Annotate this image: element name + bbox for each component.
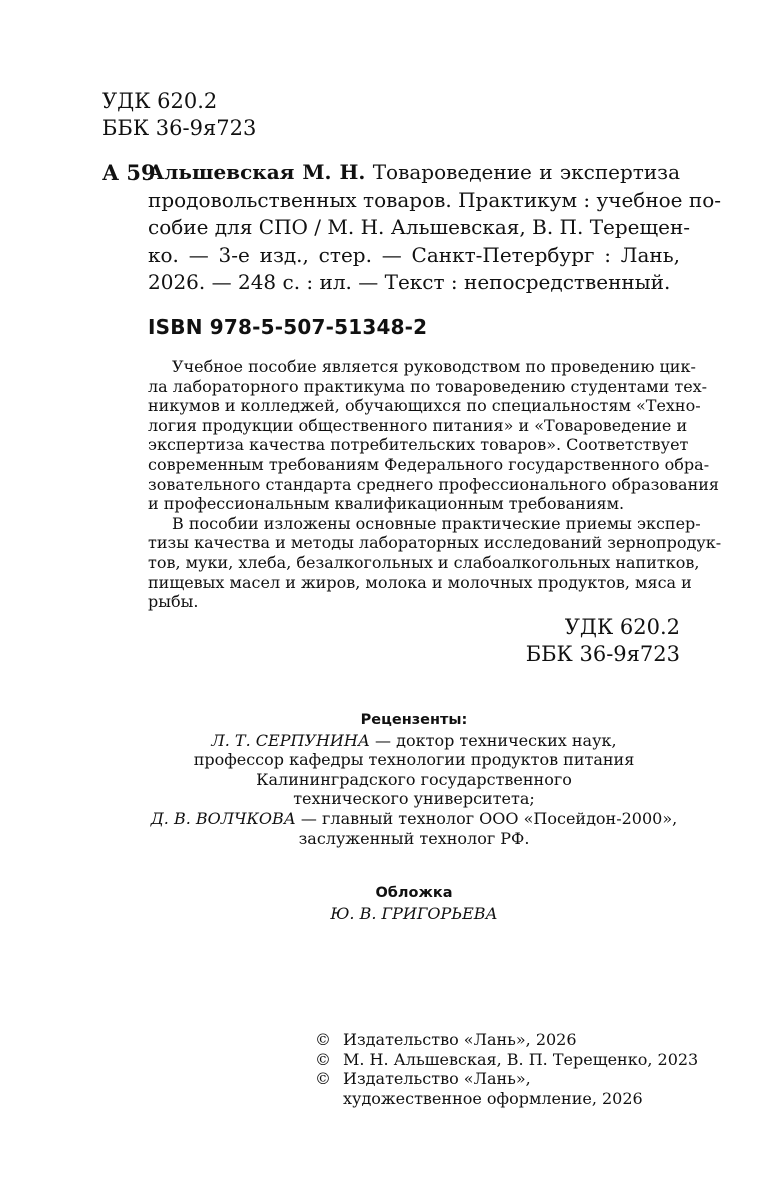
reviewer-1-line2: профессор кафедры технологии продуктов питания	[193, 750, 635, 770]
copyrights	[315, 1030, 698, 1108]
bib-line-3: собие для СПО / М. Н. Альшевская, В. П. Терещен-	[148, 215, 691, 239]
copyright-text: М. Н. Альшевская, В. П. Терещенко, 2023	[343, 1049, 699, 1069]
annotation-line: В пособии изложены основные практические приемы экспер-	[172, 513, 701, 533]
cover-credit	[148, 884, 680, 923]
cover-designer: Ю. В. ГРИГОРЬЕВА	[330, 903, 498, 923]
reviewers-heading: Рецензенты:	[360, 712, 468, 728]
copyright-row	[315, 1089, 698, 1109]
copyright-row	[315, 1050, 698, 1070]
annotation-line: тизы качества и методы лабораторных исследований зернопродук-	[148, 533, 722, 553]
reviewer-1-line3: Калининградского государственного	[256, 769, 572, 789]
annotation-line: никумов и колледжей, обучающихся по специальностям «Техно-	[148, 396, 701, 416]
author-name: Альшевская М. Н.	[148, 160, 366, 184]
reviewer-2-title: — главный технолог ООО «Посейдон-2000»,	[295, 808, 678, 828]
annotation-line: логия продукции общественного питания» и «Товароведение и	[148, 415, 688, 435]
title-start: Товароведение и экспертиза	[372, 160, 681, 184]
annotation-line: тов, муки, хлеба, безалкогольных и слабоалкогольных напитков,	[148, 552, 700, 572]
bbk-code-bottom: ББК 36-9я723	[525, 642, 680, 666]
annotation-line: и профессиональным квалификационным требованиям.	[148, 494, 625, 514]
reviewer-1-name: Л. Т. СЕРПУНИНА	[211, 730, 370, 750]
annotation-line: зовательного стандарта среднего профессионального образования	[148, 474, 719, 494]
reviewer-2	[148, 809, 680, 829]
bib-line-5: 2026. — 248 с. : ил. — Текст : непосредственный.	[148, 270, 671, 294]
cover-heading: Обложка	[375, 885, 453, 901]
reviewer-1-title: — доктор технических наук,	[369, 730, 617, 750]
reviewer-1-line4: технического университета;	[293, 789, 535, 809]
annotation-line: рыбы.	[148, 592, 199, 612]
annotation-line: современным требованиям Федерального государственного обра-	[148, 454, 710, 474]
copyright-row	[315, 1069, 698, 1089]
annotation	[148, 357, 722, 612]
classification-top	[102, 88, 256, 142]
reviewer-2-line2: заслуженный технолог РФ.	[298, 828, 530, 848]
reviewer-2-name: Д. В. ВОЛЧКОВА	[150, 808, 296, 828]
annotation-line: экспертиза качества потребительских товаров». Соответствует	[148, 435, 689, 455]
udk-code-bottom: УДК 620.2	[564, 615, 680, 639]
copyright-icon: ©	[315, 1049, 331, 1069]
bib-line-4: ко. — 3-е изд., стер. — Санкт-Петербург : Лань,	[148, 242, 680, 267]
copyright-text: Издательство «Лань»,	[343, 1069, 531, 1089]
bib-line-1	[148, 159, 680, 187]
reviewers	[148, 711, 680, 848]
copyright-icon: ©	[315, 1030, 331, 1049]
copyright-text: художественное оформление, 2026	[343, 1088, 643, 1108]
annotation-line: пищевых масел и жиров, молока и молочных продуктов, мяса и	[148, 572, 692, 592]
isbn: ISBN 978-5-507-51348-2	[148, 315, 428, 339]
reviewer-1	[148, 731, 680, 751]
classification-bottom	[526, 614, 680, 668]
annotation-line: ла лабораторного практикума по товароведению студентами тех-	[148, 376, 708, 396]
copyright-text: Издательство «Лань», 2026	[343, 1030, 577, 1049]
author-mark: А 59	[102, 160, 156, 185]
udk-code: УДК 620.2	[102, 89, 218, 113]
copyright-spacer	[315, 1089, 343, 1109]
copyright-icon: ©	[315, 1069, 331, 1089]
bib-line-2: продовольственных товаров. Практикум : учебное по-	[148, 187, 722, 212]
bibliographic-record	[148, 159, 722, 297]
bbk-code: ББК 36-9я723	[102, 116, 257, 140]
annotation-line: Учебное пособие является руководством по проведению цик-	[172, 357, 696, 376]
copyright-row	[315, 1030, 698, 1050]
